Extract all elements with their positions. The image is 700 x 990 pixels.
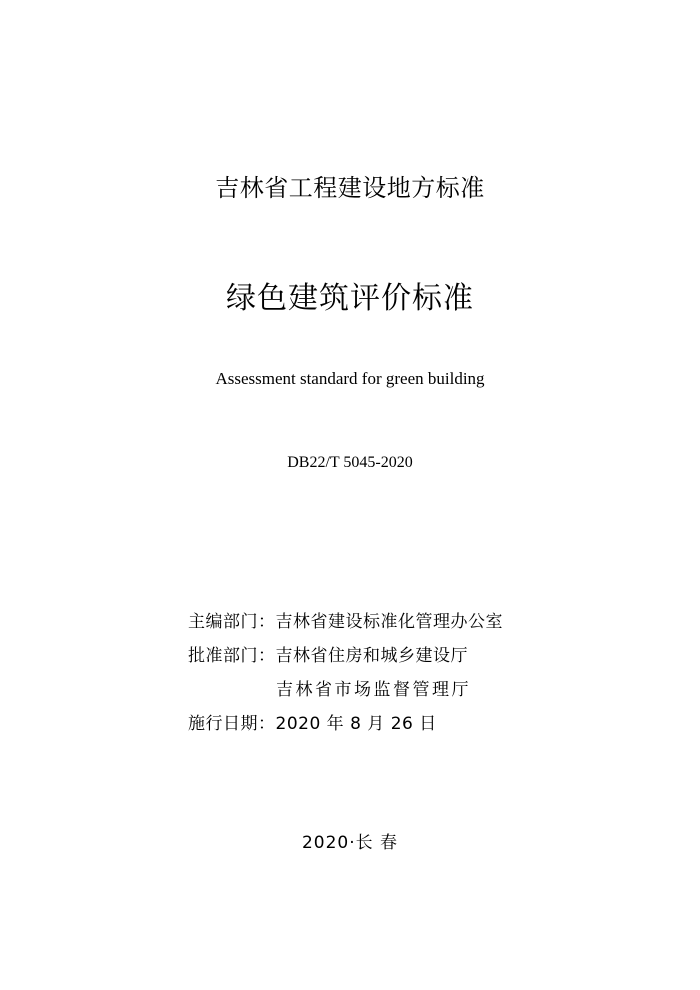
- local-standard-heading: 吉林省工程建设地方标准: [215, 174, 485, 202]
- year-and-city: 2020·长 春: [301, 833, 399, 853]
- approval-department: 批准部门：吉林省住房和城乡建设厅: [188, 646, 468, 666]
- standard-number: DB22/T 5045-2020: [287, 454, 413, 471]
- chief-editor-department: 主编部门：吉林省建设标准化管理办公室: [188, 612, 503, 632]
- document-title-chinese: 绿色建筑评价标准: [226, 281, 474, 316]
- approval-department-secondary: 吉林省市场监督管理厅: [276, 680, 471, 700]
- effective-date: 施行日期：2020 年 8 月 26 日: [188, 714, 437, 734]
- document-title-english: Assessment standard for green building: [215, 369, 485, 388]
